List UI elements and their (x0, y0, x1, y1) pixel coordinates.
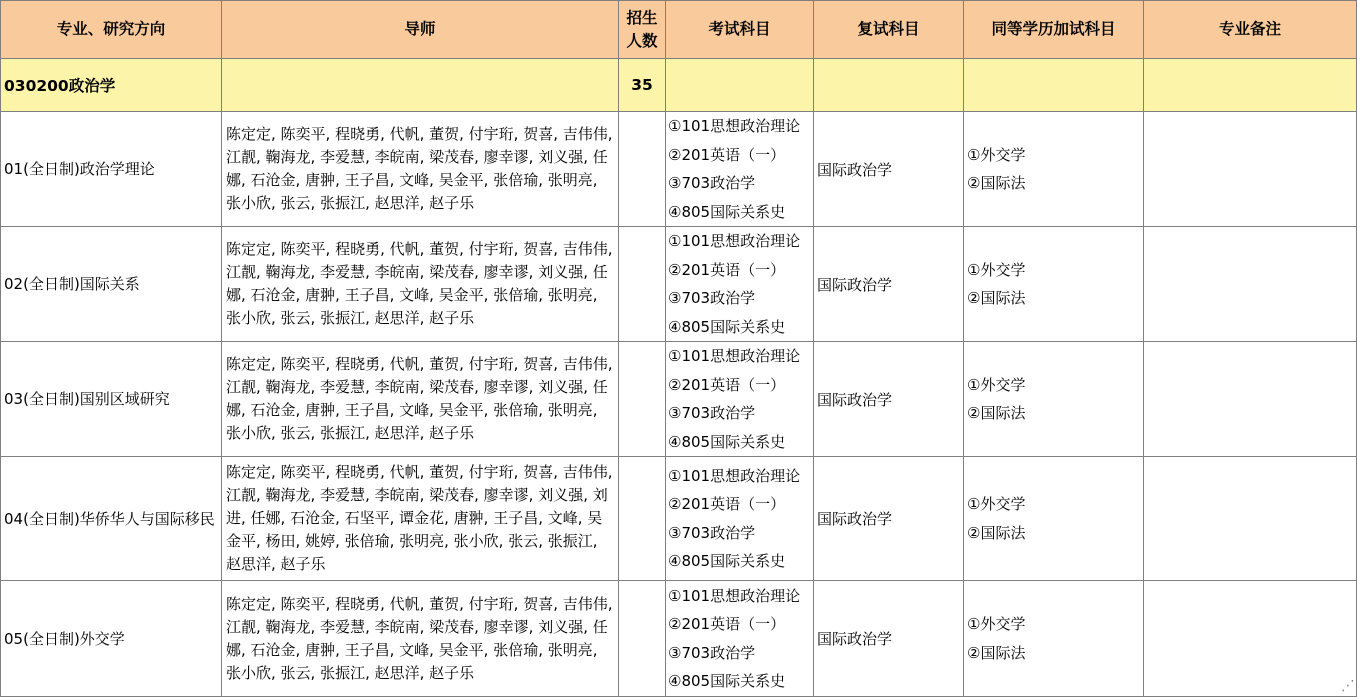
extra-subject: ②国际法 (967, 404, 1026, 422)
direction-retest: 国际政治学 (814, 457, 964, 581)
extra-subject: ②国际法 (967, 523, 1026, 542)
direction-advisors: 陈定定, 陈奕平, 程晓勇, 代帆, 董贺, 付宇珩, 贺喜, 吉伟伟, 江靓, 鞠海龙, 李爱慧, 李皖南, 梁茂春, 廖幸谬, 刘义强, 任娜, 石沧金, 唐翀, 王子昌, 文峰, 吴金平, 张倍瑜, 张明亮, 张小欣, 张云, 张振江, 赵思洋, 赵子乐 (222, 342, 619, 457)
direction-advisors: 陈定定, 陈奕平, 程晓勇, 代帆, 董贺, 付宇珩, 贺喜, 吉伟伟, 江靓, 鞠海龙, 李爱慧, 李皖南, 梁茂春, 廖幸谬, 刘义强, 任娜, 石沧金, 唐翀, 王子昌, 文峰, 吴金平, 张倍瑜, 张明亮, 张小欣, 张云, 张振江, 赵思洋, 赵子乐 (222, 227, 619, 342)
major-name: 030200政治学 (1, 59, 222, 112)
header-retest: 复试科目 (814, 1, 964, 59)
direction-name: 05(全日制)外交学 (1, 581, 222, 697)
major-retest-cell (814, 59, 964, 112)
direction-name: 02(全日制)国际关系 (1, 227, 222, 342)
direction-exams (666, 457, 814, 581)
header-quota (619, 1, 666, 59)
direction-quota-cell (619, 457, 666, 581)
major-exam-cell (666, 59, 814, 112)
exam-subject: ④805国际关系史 (668, 202, 786, 221)
extra-subject: ②国际法 (967, 643, 1026, 662)
direction-row (1, 457, 1357, 581)
exam-subject: ②201英语（一） (668, 375, 786, 394)
exam-subject: ②201英语（一） (668, 145, 786, 164)
exam-subject: ③703政治学 (668, 404, 756, 422)
exam-subject: ④805国际关系史 (668, 432, 786, 451)
major-extra-cell (964, 59, 1144, 112)
direction-exams (666, 227, 814, 342)
exam-subject: ③703政治学 (668, 174, 756, 192)
direction-extra (964, 457, 1144, 581)
header-exam: 考试科目 (666, 1, 814, 59)
exam-subject: ④805国际关系史 (668, 672, 786, 690)
direction-row (1, 342, 1357, 457)
direction-extra (964, 581, 1144, 697)
header-extra: 同等学历加试科目 (964, 1, 1144, 59)
direction-advisors: 陈定定, 陈奕平, 程晓勇, 代帆, 董贺, 付宇珩, 贺喜, 吉伟伟, 江靓, 鞠海龙, 李爱慧, 李皖南, 梁茂春, 廖幸谬, 刘义强, 任娜, 石沧金, 唐翀, 王子昌, 文峰, 吴金平, 张倍瑜, 张明亮, 张小欣, 张云, 张振江, 赵思洋, 赵子乐 (222, 112, 619, 227)
direction-name: 01(全日制)政治学理论 (1, 112, 222, 227)
extra-subject: ①外交学 (967, 145, 1026, 164)
exam-subject: ②201英语（一） (668, 495, 786, 513)
exam-subject: ③703政治学 (668, 643, 756, 662)
extra-subject: ①外交学 (967, 615, 1026, 633)
header-quota-line2: 人数 (626, 31, 658, 50)
extra-subject: ②国际法 (967, 174, 1026, 192)
extra-subject: ①外交学 (967, 495, 1026, 513)
direction-advisors: 陈定定, 陈奕平, 程晓勇, 代帆, 董贺, 付宇珩, 贺喜, 吉伟伟, 江靓, 鞠海龙, 李爱慧, 李皖南, 梁茂春, 廖幸谬, 刘义强, 任娜, 石沧金, 唐翀, 王子昌, 文峰, 吴金平, 张倍瑜, 张明亮, 张小欣, 张云, 张振江, 赵思洋, 赵子乐 (222, 581, 619, 697)
direction-quota-cell (619, 342, 666, 457)
direction-exams (666, 342, 814, 457)
exam-subject: ①101思想政治理论 (668, 347, 801, 365)
direction-retest: 国际政治学 (814, 227, 964, 342)
major-row (1, 59, 1357, 112)
extra-subject: ②国际法 (967, 289, 1026, 307)
direction-note-cell (1144, 457, 1357, 581)
direction-advisors: 陈定定, 陈奕平, 程晓勇, 代帆, 董贺, 付宇珩, 贺喜, 吉伟伟, 江靓, 鞠海龙, 李爱慧, 李皖南, 梁茂春, 廖幸谬, 刘义强, 刘进, 任娜, 石沧金, 石坚平, 谭金花, 唐翀, 王子昌, 文峰, 吴金平, 杨田, 姚婷, 张倍瑜, 张明亮, 张小欣, 张云, 张振江, 赵思洋, 赵子乐 (222, 457, 619, 581)
direction-row (1, 581, 1357, 697)
direction-retest: 国际政治学 (814, 112, 964, 227)
direction-note-cell (1144, 342, 1357, 457)
exam-subject: ①101思想政治理论 (668, 586, 801, 605)
exam-subject: ①101思想政治理论 (668, 232, 801, 250)
exam-subject: ③703政治学 (668, 289, 756, 307)
direction-quota-cell (619, 581, 666, 697)
header-row (1, 1, 1357, 59)
direction-retest: 国际政治学 (814, 342, 964, 457)
exam-subject: ④805国际关系史 (668, 552, 786, 570)
header-quota-line1: 招生 (626, 8, 658, 27)
direction-extra (964, 342, 1144, 457)
major-quota: 35 (619, 59, 666, 112)
exam-subject: ③703政治学 (668, 523, 756, 542)
direction-quota-cell (619, 112, 666, 227)
extra-subject: ①外交学 (967, 260, 1026, 279)
extra-subject: ①外交学 (967, 375, 1026, 394)
resize-grip-icon[interactable]: ⋰ (1341, 678, 1355, 694)
exam-subject: ①101思想政治理论 (668, 466, 801, 485)
direction-extra (964, 227, 1144, 342)
direction-name: 04(全日制)华侨华人与国际移民 (1, 457, 222, 581)
header-advisor: 导师 (222, 1, 619, 59)
exam-subject: ②201英语（一） (668, 615, 786, 633)
major-advisor-cell (222, 59, 619, 112)
exam-subject: ①101思想政治理论 (668, 117, 801, 135)
major-note-cell (1144, 59, 1357, 112)
direction-exams (666, 581, 814, 697)
header-major: 专业、研究方向 (1, 1, 222, 59)
direction-name: 03(全日制)国别区域研究 (1, 342, 222, 457)
direction-extra (964, 112, 1144, 227)
direction-note-cell (1144, 227, 1357, 342)
exam-subject: ④805国际关系史 (668, 317, 786, 336)
direction-row (1, 227, 1357, 342)
direction-retest: 国际政治学 (814, 581, 964, 697)
direction-note-cell (1144, 581, 1357, 697)
exam-subject: ②201英语（一） (668, 260, 786, 279)
direction-quota-cell (619, 227, 666, 342)
header-note: 专业备注 (1144, 1, 1357, 59)
direction-exams (666, 112, 814, 227)
direction-note-cell (1144, 112, 1357, 227)
direction-row (1, 112, 1357, 227)
